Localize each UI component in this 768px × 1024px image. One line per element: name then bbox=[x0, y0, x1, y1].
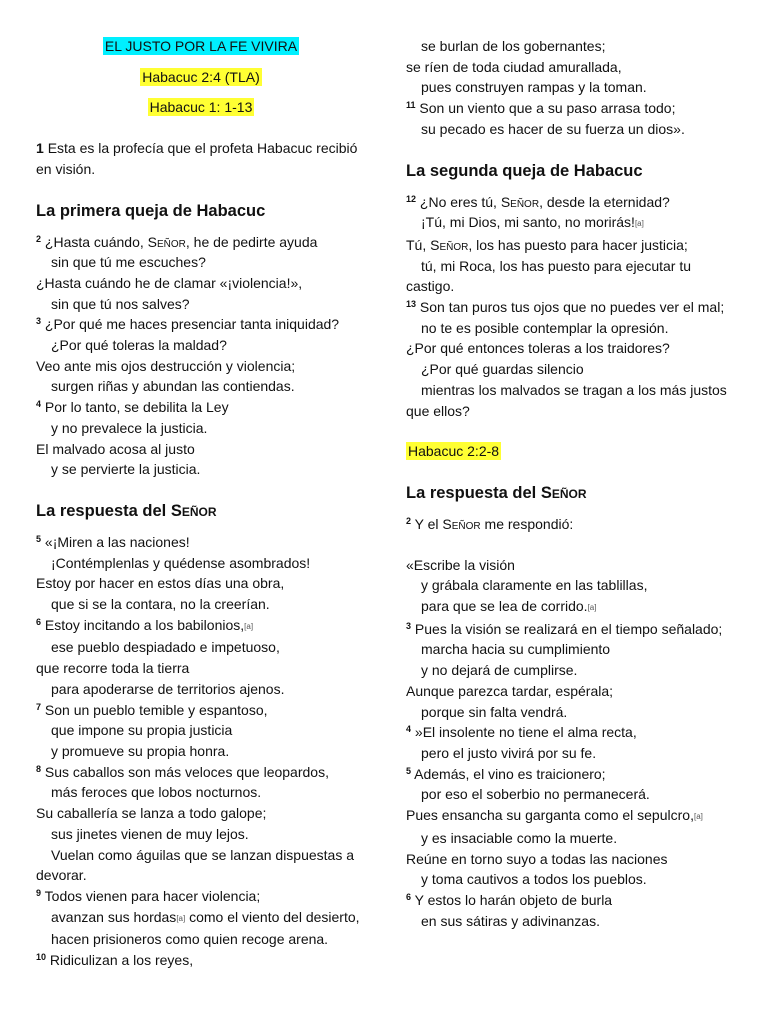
verse-line: no te es posible contemplar la opresión. bbox=[421, 319, 669, 336]
verse-line: y toma cautivos a todos los pueblos. bbox=[421, 871, 647, 888]
reference-line-2 bbox=[36, 97, 366, 118]
verse-line: Estoy por hacer en estos días una obra, bbox=[36, 575, 285, 592]
verse-number: 10 bbox=[36, 952, 47, 963]
verse-line: y promueve su propia honra. bbox=[51, 742, 230, 759]
verse-line: se ríen de toda ciudad amurallada, bbox=[406, 58, 622, 75]
verse-line: $^4$ »El insolente no tiene el alma recta, bbox=[406, 724, 637, 741]
verse-line: su pecado es hacer de su fuerza un dios». bbox=[421, 120, 685, 137]
verse-line: Tú, Señor, los has puesto para hacer justicia; bbox=[406, 236, 688, 253]
verse-line: y se pervierte la justicia. bbox=[51, 461, 201, 478]
verse-line: $^4$ Por lo tanto, se debilita la Ley bbox=[36, 399, 229, 416]
verse-line: $^8$ Sus caballos son más veloces que leopardos, bbox=[36, 763, 329, 780]
verse-line: ese pueblo despiadado e impetuoso, bbox=[51, 639, 280, 656]
footnote-link[interactable]: [a] bbox=[176, 913, 186, 923]
lord-small-caps: Señor bbox=[442, 515, 481, 532]
verse-number: 3 bbox=[406, 620, 412, 631]
verse-line: $^{12}$ ¿No eres tú, Señor, desde la eternidad? bbox=[406, 193, 670, 210]
footnote-link[interactable]: [a] bbox=[587, 603, 597, 613]
verse-number: 2 bbox=[406, 515, 412, 526]
verse-line: avanzan sus hordas[a] como el viento del desierto, bbox=[51, 908, 360, 925]
verse-line: $^9$ Todos vienen para hacer violencia; bbox=[36, 887, 261, 904]
verse-number: 3 bbox=[36, 316, 42, 327]
verse-line: ¿Por qué entonces toleras a los traidores? bbox=[406, 340, 670, 357]
verse-line: tú, mi Roca, los has puesto para ejecutar tu castigo. bbox=[406, 257, 692, 295]
verse-line: que recorre toda la tierra bbox=[36, 660, 190, 677]
verse-line: $^6$ Estoy incitando a los babilonios,[a] bbox=[36, 616, 254, 633]
verse-number: 4 bbox=[406, 724, 412, 735]
verse-number: 5 bbox=[36, 533, 42, 544]
verse-number: 6 bbox=[36, 616, 42, 627]
verse-line: $^5$ «¡Miren a las naciones! bbox=[36, 533, 190, 550]
verse-line: ¿Por qué toleras la maldad? bbox=[51, 337, 227, 354]
verse-number: 12 bbox=[406, 193, 417, 204]
footnote-link[interactable]: [a] bbox=[634, 219, 644, 229]
verse-line: El malvado acosa al justo bbox=[36, 440, 195, 457]
verse-line: $^3$ Pues la visión se realizará en el tiempo señalado; bbox=[406, 620, 723, 637]
verse-line: $^7$ Son un pueblo temible y espantoso, bbox=[36, 701, 268, 718]
section-heading-segunda-queja: La segunda queja de Habacuc bbox=[406, 161, 643, 180]
verse-line: «Escribe la visión bbox=[406, 556, 515, 573]
lord-small-caps: Señor bbox=[430, 236, 469, 253]
section-heading-respuesta-senor: La respuesta del Señor bbox=[36, 501, 217, 520]
verse-line: Reúne en torno suyo a todas las naciones bbox=[406, 850, 668, 867]
verse-line: pues construyen rampas y la toman. bbox=[421, 79, 647, 96]
verse-line: Su caballería se lanza a todo galope; bbox=[36, 805, 267, 822]
footnote-link[interactable]: [a] bbox=[244, 621, 254, 631]
verse-line: $^{11}$ Son un viento que a su paso arrasa todo; bbox=[406, 100, 676, 117]
footnote-link[interactable]: [a] bbox=[693, 812, 703, 822]
reference-line-1 bbox=[36, 67, 366, 88]
verse-line: ¡Tú, mi Dios, mi santo, no morirás![a] bbox=[421, 214, 644, 231]
verse-number: 7 bbox=[36, 701, 42, 712]
section-heading-primera-queja: La primera queja de Habacuc bbox=[36, 201, 266, 220]
verse-line: que impone su propia justicia bbox=[51, 722, 233, 739]
verse-number: 6 bbox=[406, 891, 412, 902]
verse-line: que si se la contara, no la creerían. bbox=[51, 596, 270, 613]
verse-line: $^5$ Además, el vino es traicionero; bbox=[406, 765, 606, 782]
verse-number: 11 bbox=[406, 100, 416, 111]
verse-number: 2 bbox=[36, 233, 42, 244]
verse-line: en sus sátiras y adivinanzas. bbox=[421, 912, 600, 929]
verse-number: 4 bbox=[36, 399, 42, 410]
verse-number: 1 bbox=[36, 140, 44, 157]
verse-line: hacen prisioneros como quien recoge arena. bbox=[51, 931, 329, 948]
verse-line: para apoderarse de territorios ajenos. bbox=[51, 680, 285, 697]
intro-paragraph bbox=[36, 138, 366, 179]
verse-line: ¿Por qué guardas silencio bbox=[421, 361, 584, 378]
verse-line: ¡Contémplenlas y quédense asombrados! bbox=[51, 554, 311, 571]
verse-line: Veo ante mis ojos destrucción y violencia; bbox=[36, 357, 296, 374]
verse-line: porque sin falta vendrá. bbox=[421, 703, 568, 720]
verse-line: por eso el soberbio no permanecerá. bbox=[421, 786, 650, 803]
verse-line: $^2$ Y el Señor me respondió: bbox=[406, 515, 574, 532]
verse-number: 9 bbox=[36, 887, 42, 898]
reference-line-3 bbox=[406, 441, 736, 462]
verse-line: surgen riñas y abundan las contiendas. bbox=[51, 378, 295, 395]
verse-line: $^{13}$ Son tan puros tus ojos que no puedes ver el mal; bbox=[406, 299, 725, 316]
verse-line: mientras los malvados se tragan a los más justos que ellos? bbox=[406, 381, 727, 419]
right-column bbox=[406, 0, 736, 931]
verse-line: sin que tú me escuches? bbox=[51, 254, 206, 271]
verse-number: 5 bbox=[406, 765, 412, 776]
verse-line: $^2$ ¿Hasta cuándo, Señor, he de pedirte ayuda bbox=[36, 233, 318, 250]
verse-line: Aunque parezca tardar, espérala; bbox=[406, 682, 614, 699]
verse-line: sin que tú nos salves? bbox=[51, 295, 190, 312]
verse-line: sus jinetes vienen de muy lejos. bbox=[51, 825, 249, 842]
document-title-line bbox=[36, 36, 366, 57]
document-title: EL JUSTO POR LA FE VIVIRA bbox=[104, 38, 298, 54]
verse-line: para que se lea de corrido.[a] bbox=[421, 598, 597, 615]
verse-line: y no dejará de cumplirse. bbox=[421, 662, 578, 679]
verse-line: y grábala claramente en las tablillas, bbox=[421, 577, 648, 594]
verse-line: marcha hacia su cumplimiento bbox=[421, 641, 611, 658]
verse-line: y no prevalece la justicia. bbox=[51, 419, 208, 436]
intro-text: Esta es la profecía que el profeta Habacuc recibió en visión. bbox=[36, 140, 358, 177]
reference-habacuc-2-4: Habacuc 2:4 (TLA) bbox=[142, 68, 260, 85]
verse-line: Pues ensancha su garganta como el sepulcro,[a] bbox=[406, 807, 703, 824]
verse-line: y es insaciable como la muerte. bbox=[421, 829, 618, 846]
verse-line: pero el justo vivirá por su fe. bbox=[421, 744, 597, 761]
left-column bbox=[36, 0, 366, 971]
verse-line: se burlan de los gobernantes; bbox=[421, 38, 606, 54]
lord-small-caps: Señor bbox=[147, 233, 186, 250]
verse-line: más feroces que lobos nocturnos. bbox=[51, 784, 262, 801]
verse-line: $^{10}$ Ridiculizan a los reyes, bbox=[36, 952, 194, 969]
verse-line: $^3$ ¿Por qué me haces presenciar tanta iniquidad? bbox=[36, 316, 340, 333]
verse-line: $^6$ Y estos lo harán objeto de burla bbox=[406, 891, 613, 908]
reference-habacuc-2-2-8: Habacuc 2:2-8 bbox=[408, 443, 500, 460]
verse-line: Vuelan como águilas que se lanzan dispuestas a devorar. bbox=[36, 846, 355, 884]
verse-number: 8 bbox=[36, 763, 42, 774]
verse-line: ¿Hasta cuándo he de clamar «¡violencia!», bbox=[36, 274, 303, 291]
section-heading-respuesta-senor-2: La respuesta del Señor bbox=[406, 483, 587, 502]
reference-habacuc-1-1-13: Habacuc 1: 1-13 bbox=[149, 99, 253, 116]
verse-number: 13 bbox=[406, 299, 417, 310]
lord-small-caps: Señor bbox=[500, 193, 540, 210]
